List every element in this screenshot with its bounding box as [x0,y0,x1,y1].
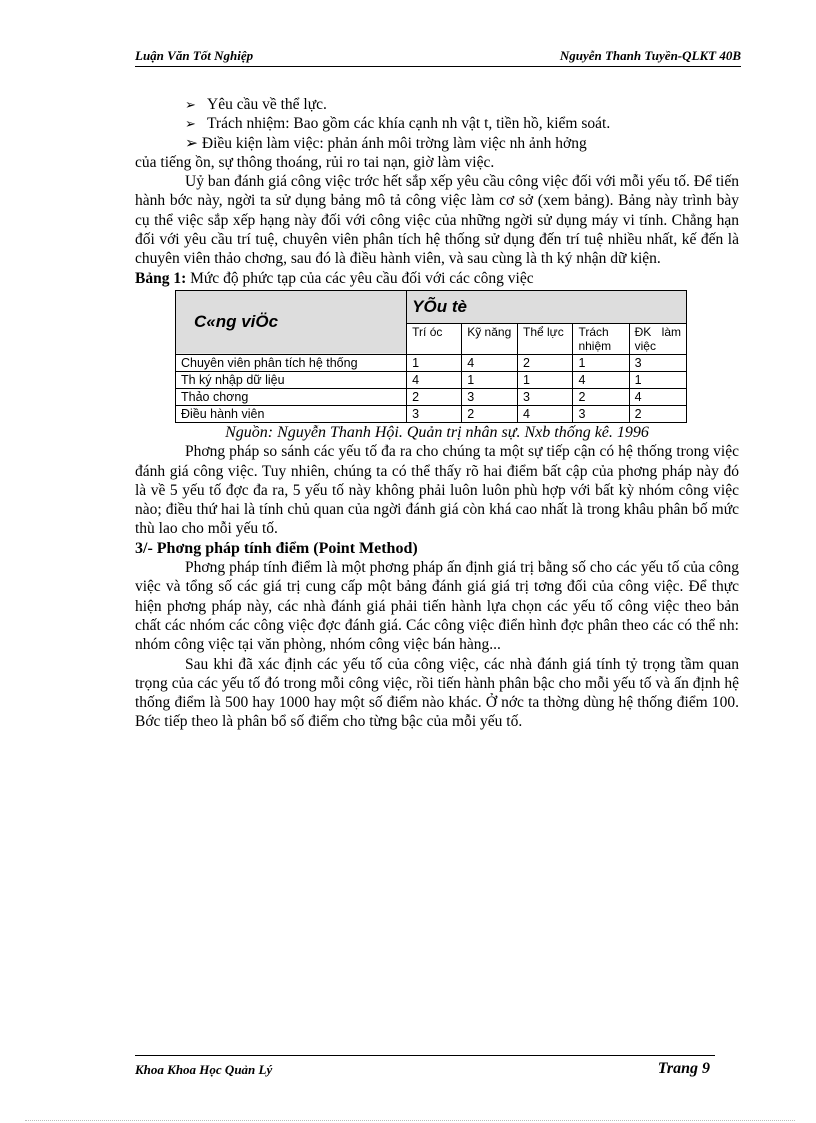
header-right-text: Nguyễn Thanh Tuyền-QLKT 40B [559,48,741,63]
table-cell-job: Điều hành viên [176,405,407,422]
table-cell: 2 [518,354,573,371]
table-subheader: Trí óc [407,323,462,354]
table-cell: 1 [629,371,686,388]
table-row [176,354,687,371]
bullet-item-wrapped [135,134,739,173]
table-cell: 2 [407,388,462,405]
arrow-bullet-icon: ➢ [185,134,202,152]
table-header-job: C«ng viÖc [176,290,407,354]
table-cell: 1 [573,354,629,371]
table-cell-job: Chuyên viên phân tích hệ thống [176,354,407,371]
paragraph: Phơng pháp so sánh các yếu tố đa ra cho chúng ta một sự tiếp cận có hệ thống trong việc đánh giá công việc. Tuy nhiên, chúng ta có thể thấy rõ hai điểm bất cập của phơng pháp này đó là về 5 yếu tố đợc đa ra, 5 yếu tố này không phải luôn luôn phù hợp với bất kỳ nhóm công việc nào; điều thứ hai là tính chủ quan của ngời đánh giá còn khá cao nhất là trong khâu phân bố mức thù lao cho mỗi yếu tố. [135,443,739,538]
page-number: Trang 9 [657,1060,710,1077]
bullet-text: Điều kiện làm việc: phản ánh môi trờng làm việc nh ảnh hởng [201,134,587,152]
table-cell: 2 [629,405,686,422]
bullet-text: Trách nhiệm: Bao gồm các khía cạnh nh vật t, tiền hồ, kiểm soát. [207,115,611,133]
paragraph: Uỷ ban đánh giá công việc trớc hết sắp xếp yêu cầu công việc đối với mỗi yếu tố. Để tiến hành bớc này, ngời ta sử dụng bảng mô tả công việc làm cơ sở (xem bảng). Bảng này trình bày cụ thể việc sắp xếp hạng này đối với công việc của những ngời sử dụng máy vi tính. Chẳng hạn đối với yêu cầu trí tuệ, chuyên viên phân tích hệ thống sử dụng đến trí tuệ nhiều nhất, kế đến là chuyên viên thảo chơng, sau đó là điều hành viên, và sau cùng là th ký nhận dữ kiện. [135,173,739,268]
table-subheader: ĐK làm việc [629,323,686,354]
table-cell-job: Thảo chơng [176,388,407,405]
document-body [135,95,739,732]
bullet-item [135,114,739,133]
table-caption [135,269,739,288]
page-header [135,46,741,67]
page-footer [135,1055,715,1077]
table-cell: 4 [573,371,629,388]
table-cell: 3 [629,354,686,371]
table-cell: 3 [407,405,462,422]
table-caption-text: Mức độ phức tạp của các yêu cầu đối với các công việc [186,269,534,287]
table-cell: 2 [462,405,518,422]
bullet-text: Yêu cầu về thể lực. [207,96,327,113]
bullet-text-continued: của tiếng ồn, sự thông thoáng, rủi ro tai nạn, giờ làm việc. [135,153,495,171]
bullet-item [135,95,739,114]
table-cell: 1 [518,371,573,388]
table-cell: 1 [407,354,462,371]
table-subheader: Kỹ năng [462,323,518,354]
page-bottom-divider [25,1120,795,1121]
footer-left-text: Khoa Khoa Học Quản Lý [135,1062,273,1077]
paragraph: Phơng pháp tính điểm là một phơng pháp ấn định giá trị bằng số cho các yếu tố của công việc và tổng số các giá trị cung cấp một bảng đánh giá giá trị tơng đối của công việc. Để thực hiện phơng pháp này, các nhà đánh giá phải tiến hành lựa chọn các yếu tố công việc theo bản chất các nhóm các công việc đợc đánh giá. Các công việc điển hình đợc phân theo các có thể nh: nhóm công việc tại văn phòng, nhóm công việc bán hàng... [135,559,739,654]
table-row [176,388,687,405]
job-factor-table [175,290,687,423]
table-row [176,405,687,422]
table-cell: 4 [462,354,518,371]
table-cell: 4 [629,388,686,405]
table-cell-job: Th ký nhập dữ liệu [176,371,407,388]
table-row [176,371,687,388]
table-cell: 4 [407,371,462,388]
table-source: Nguồn: Nguyễn Thanh Hội. Quản trị nhân sự. Nxb thống kê. 1996 [225,423,649,441]
paragraph: Sau khi đã xác định các yếu tố của công việc, các nhà đánh giá tính tỷ trọng tầm quan trọng của các yếu tố đó trong mỗi công việc, rồi tiến hành phân bậc cho mỗi yếu tố và ấn định hệ thống điểm là 500 hay 1000 hay một số điểm nào khác. Ở nớc ta thờng dùng hệ thống điểm 100. Bớc tiếp theo là phân bổ số điểm cho từng bậc của mỗi yếu tố. [135,655,739,731]
table-cell: 2 [573,388,629,405]
table-cell: 4 [518,405,573,422]
arrow-bullet-icon: ➢ [185,116,196,132]
table-cell: 3 [518,388,573,405]
table-subheader: Trách nhiệm [573,323,629,354]
table-header-factors: YÕu tè [407,290,687,323]
table-cell: 1 [462,371,518,388]
section-heading: 3/- Phơng pháp tính điểm (Point Method) [135,539,418,557]
table-caption-label: Bảng 1: [135,269,187,287]
arrow-bullet-icon: ➢ [185,97,196,112]
table-cell: 3 [573,405,629,422]
header-left-text: Luận Văn Tốt Nghiệp [135,48,254,63]
table-cell: 3 [462,388,518,405]
table-subheader: Thể lực [518,323,573,354]
